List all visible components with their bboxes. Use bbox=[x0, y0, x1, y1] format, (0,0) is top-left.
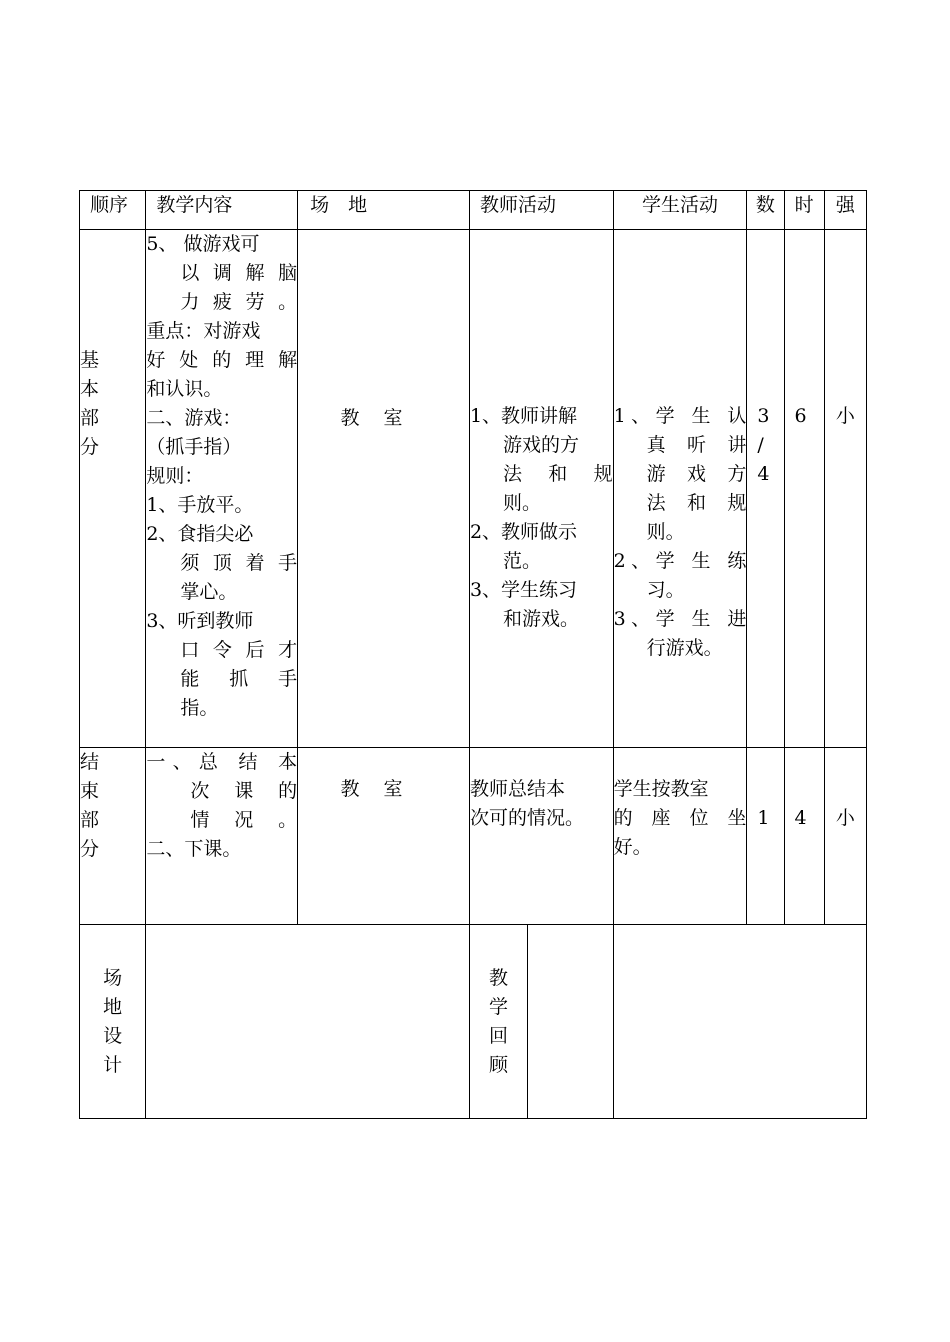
venue bbox=[298, 748, 470, 925]
text-line: 2、教师做示 bbox=[469, 521, 578, 543]
column-header: 数 bbox=[747, 191, 784, 230]
text-line: 能 抓 手 bbox=[180, 668, 298, 690]
text-line: 和游戏。 bbox=[502, 608, 579, 630]
count bbox=[747, 748, 784, 925]
label-char: 本 bbox=[80, 378, 100, 400]
text-line: 二、游戏： bbox=[146, 407, 242, 429]
text-line: 力疲劳。 bbox=[180, 291, 298, 313]
teacher-activity bbox=[469, 748, 613, 925]
label-char: 场 bbox=[103, 966, 123, 989]
text-line: 习。 bbox=[646, 579, 685, 601]
text-line: / bbox=[757, 434, 764, 456]
text-line: 次可的情况。 bbox=[469, 807, 584, 829]
student-activity bbox=[613, 230, 747, 748]
text-line: 一、总 结 本 bbox=[146, 751, 298, 773]
text-line: 和认识。 bbox=[146, 378, 223, 400]
column-header: 教师活动 bbox=[469, 191, 613, 230]
count bbox=[747, 230, 784, 748]
intensity bbox=[824, 748, 866, 925]
text-line: 次 课 的 bbox=[190, 780, 298, 802]
lesson-plan-table bbox=[79, 190, 867, 1119]
text-line: 3、听到教师 bbox=[146, 610, 254, 632]
text-line: 好。 bbox=[613, 836, 652, 858]
intensity-value: 小 bbox=[835, 807, 855, 829]
count-value: 1 bbox=[757, 807, 770, 829]
text-line: 法和规 bbox=[646, 492, 747, 514]
teaching-review-area bbox=[613, 925, 866, 1119]
text-line: （抓手指） bbox=[146, 436, 242, 458]
text-line: 须顶着手 bbox=[180, 552, 298, 574]
text-line: 1、手放平。 bbox=[146, 494, 254, 516]
text-line: 2、食指尖必 bbox=[146, 523, 254, 545]
text-line: 则。 bbox=[502, 492, 541, 514]
text-line: 指。 bbox=[180, 697, 219, 719]
label-char: 结 bbox=[80, 751, 100, 773]
label-char: 计 bbox=[103, 1053, 123, 1076]
column-header: 教学内容 bbox=[146, 191, 298, 230]
venue-text: 教室 bbox=[340, 407, 427, 429]
label-char: 顾 bbox=[488, 1053, 508, 1076]
column-header: 场 地 bbox=[298, 191, 470, 230]
section-label bbox=[80, 230, 146, 748]
text-line: 1、学 生 认 bbox=[613, 405, 747, 427]
time-value: 4 bbox=[794, 807, 807, 829]
text-line: 教师总结本 bbox=[469, 778, 565, 800]
label-char: 分 bbox=[80, 838, 100, 860]
text-line: 则。 bbox=[646, 521, 685, 543]
label-char: 分 bbox=[80, 436, 100, 458]
label-char: 部 bbox=[80, 809, 100, 831]
label-char: 地 bbox=[103, 995, 123, 1018]
section-label bbox=[80, 748, 146, 925]
intensity bbox=[824, 230, 866, 748]
text-line: 行游戏。 bbox=[646, 637, 723, 659]
text-line: 2、学 生 练 bbox=[613, 550, 747, 572]
text-line: 4 bbox=[757, 463, 770, 485]
label-char: 部 bbox=[80, 407, 100, 429]
text-line: 口令后才 bbox=[180, 639, 298, 661]
text-line: 3 bbox=[757, 405, 770, 427]
text-line: 规则： bbox=[146, 465, 204, 487]
text-line: 游戏的方 bbox=[502, 434, 579, 456]
ending-section-row bbox=[80, 748, 867, 925]
label-char: 学 bbox=[488, 995, 508, 1018]
text-line: 3、学 生 进 bbox=[613, 608, 747, 630]
teaching-review-label bbox=[469, 925, 613, 1119]
text-line: 重点：对游戏 bbox=[146, 320, 261, 342]
text-line: 掌心。 bbox=[180, 581, 238, 603]
venue-text: 教室 bbox=[340, 778, 427, 800]
text-line: 3、学生练习 bbox=[469, 579, 578, 601]
basic-section-row bbox=[80, 230, 867, 748]
column-header: 顺序 bbox=[80, 191, 146, 230]
text-line: 1、教师讲解 bbox=[469, 405, 578, 427]
text-line: 范。 bbox=[502, 550, 541, 572]
text-line: 5、 做游戏可 bbox=[146, 233, 260, 255]
header-row bbox=[80, 191, 867, 230]
label-char: 基 bbox=[80, 349, 100, 371]
design-review-row bbox=[80, 925, 867, 1119]
text-line: 的 座 位 坐 bbox=[613, 807, 747, 829]
text-line: 法 和 规 bbox=[502, 463, 613, 485]
teaching-content bbox=[146, 230, 298, 748]
label-char: 设 bbox=[103, 1024, 123, 1047]
column-header: 学生活动 bbox=[613, 191, 747, 230]
text-line: 游戏方 bbox=[646, 463, 747, 485]
text-line: 情况。 bbox=[190, 809, 298, 831]
teaching-content bbox=[146, 748, 298, 925]
intensity-value: 小 bbox=[835, 405, 855, 427]
column-header: 强 bbox=[824, 191, 866, 230]
teacher-activity bbox=[469, 230, 613, 748]
venue-design-area bbox=[146, 925, 470, 1119]
text-line: 学生按教室 bbox=[613, 778, 709, 800]
label-char: 回 bbox=[488, 1024, 508, 1047]
time-value: 6 bbox=[794, 405, 807, 427]
student-activity bbox=[613, 748, 747, 925]
text-line: 好处的理解 bbox=[146, 349, 298, 371]
column-header: 时 bbox=[784, 191, 824, 230]
label-char: 束 bbox=[80, 780, 100, 802]
time bbox=[784, 230, 824, 748]
text-line: 真 听 讲 bbox=[646, 434, 747, 456]
teaching-review-space bbox=[528, 925, 613, 1118]
text-line: 二、下课。 bbox=[146, 838, 242, 860]
text-line: 以调解脑 bbox=[180, 262, 298, 284]
venue bbox=[298, 230, 470, 748]
label-char: 教 bbox=[488, 966, 508, 989]
time bbox=[784, 748, 824, 925]
venue-design-label bbox=[80, 925, 146, 1119]
